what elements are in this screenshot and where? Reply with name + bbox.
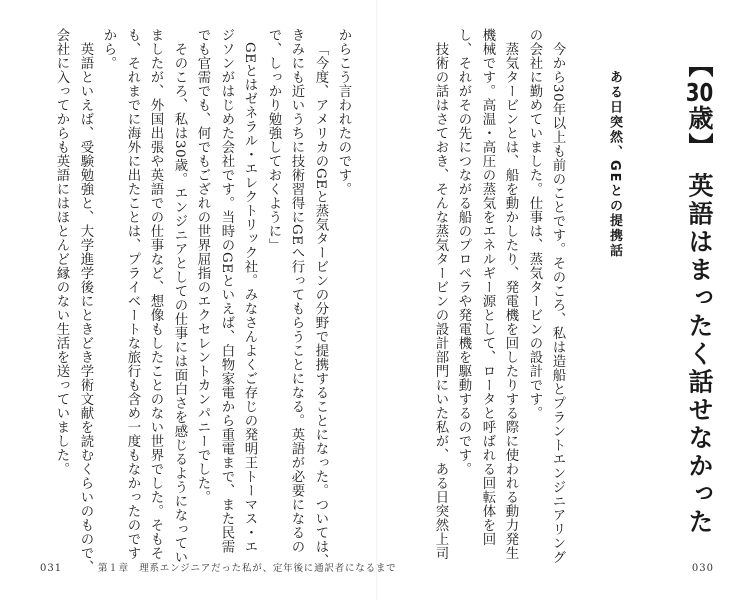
text-column: 「今度、アメリカのGEと蒸気タービンの分野で提携することになった。ついては、 [313, 42, 328, 568]
running-head: 第１章 理系エンジニアだった私が、定年後に通訳者になるまで [98, 563, 397, 574]
text-column: からこう言われたのです。 [336, 28, 351, 196]
text-column: 英語といえば、受験勉強と、大学進学後にときどき学術文献を読むくらいのもので、 [78, 42, 93, 574]
text-column: し、それがその先につながる船のプロペラや発電機を駆動するのです。 [456, 28, 471, 476]
text-column: 会社に入ってからも英語にはほとんど縁のない生活を送っていました。 [54, 28, 69, 476]
chapter-heading [684, 52, 714, 537]
text-column: そのころ、私は30歳。エンジニアとしての仕事には面白さを感じるようになってい [172, 42, 187, 565]
text-column: GEとはゼネラル・エレクトリック社。みなさんよくご存じの発明王トーマス・エ [242, 42, 257, 554]
text-column: 蒸気タービンとは、船を動かしたり、発電機を回したりする際に使われる動力発生 [503, 42, 518, 560]
text-column: から。 [101, 28, 116, 70]
text-column: 機械です。高温・高圧の蒸気をエネルギー源として、ロータと呼ばれる回転体を回 [480, 28, 495, 546]
text-column: も、それまでに海外に出たことは、プライベートな旅行も含め一度もなかったのです [125, 28, 140, 560]
heading-close-bracket: 】 [685, 133, 714, 161]
heading-age-suffix: 歳 [685, 105, 714, 133]
text-column: の会社に勤めていました。仕事は、蒸気タービンの設計です。 [527, 28, 542, 420]
heading-age-number: 30 [685, 80, 714, 105]
page-gutter [376, 0, 378, 600]
sub-heading: ある日突然、GEとの提携話 [607, 70, 622, 259]
page-number-left: 031 [40, 563, 63, 574]
text-column: でも官需でも、何でもござれの世界屈指のエクセレントカンパニーでした。 [195, 28, 210, 504]
text-column: ジソンがはじめた会社です。当時のGEといえば、白物家電から重電まで、また民需 [219, 28, 234, 554]
text-column: で、しっかり勉強しておくように」 [266, 28, 281, 252]
text-column: 技術の話はさておき、そんな蒸気タービンの設計部門にいた私が、ある日突然上司 [433, 42, 448, 560]
heading-open-bracket: 【 [685, 52, 714, 80]
text-column: ましたが、外国出張や英語での仕事など、想像もしたことのない世界でした。そもそ [148, 28, 163, 560]
text-column: 今から30年以上も前のことです。そのころ、私は造船とプラントエンジニアリング [550, 42, 565, 565]
text-column: きみにも近いうちに技術習得にGEへ行ってもらうことになる。英語が必要になるの [289, 28, 304, 554]
heading-title: 英語はまったく話せなかった [685, 172, 714, 537]
page-number-right: 030 [691, 563, 714, 574]
